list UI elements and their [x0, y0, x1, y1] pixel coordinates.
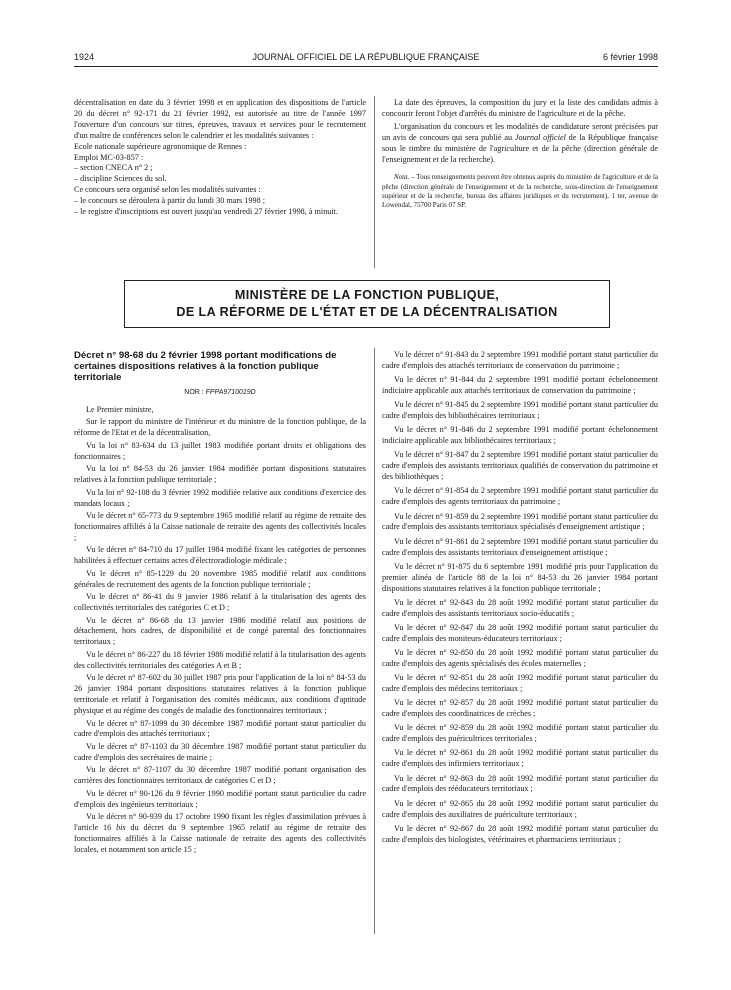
list-item: – section CNECA n° 2 ; — [74, 163, 153, 173]
visa-paragraph: Vu le décret n° 65-773 du 9 septembre 1965 modifié relatif au régime de retraite des fonctionnaires affiliés à la Caisse nationale de retraite des agents des collectivités locales ; — [74, 511, 366, 542]
ministry-line-1: MINISTÈRE DE LA FONCTION PUBLIQUE, — [234, 288, 500, 302]
visa-paragraph: Vu le décret n° 85-1229 du 20 novembre 1985 modifié relatif aux conditions générales de recrutement des agents de la fonction publique territoriale ; — [74, 568, 366, 589]
issue-date: 6 février 1998 — [602, 52, 658, 62]
visa-paragraph: Vu le décret n° 91-845 du 2 septembre 1991 modifié portant statut particulier du cadre d'emplois des bibliothécaires territoriaux ; — [382, 400, 658, 421]
visa-paragraph: Vu le décret n° 87-1107 du 30 décembre 1987 modifié portant organisation des carrières des fonctionnaires territoriaux de catégories C et D ; — [74, 765, 366, 786]
paragraph — [382, 122, 658, 166]
visa-paragraph: Vu le décret n° 86-68 du 13 janvier 1986 modifié relatif aux positions de détachement, hors cadres, de disponibilité et de congé parental des fonctionnaires territoriaux ; — [74, 615, 366, 647]
paragraph: Ce concours sera organisé selon les modalités suivantes : — [74, 185, 261, 195]
nota-paragraph — [382, 173, 658, 210]
bottom-left-column — [74, 350, 366, 856]
visa-paragraph: Vu le décret n° 91-843 du 2 septembre 1991 modifié portant statut particulier du cadre d'emplois des attachés territoriaux de conservation du patrimoine ; — [382, 350, 658, 370]
visa-paragraph: Vu le décret n° 92-859 du 28 août 1992 modifié portant statut particulier du cadre d'emplois des puéricultrices territoriales ; — [382, 723, 658, 744]
nota-label: Nota. — [394, 173, 410, 182]
visa-paragraph: Vu le décret n° 91-847 du 2 septembre 1991 modifié portant statut particulier du cadre d'emplois des assistants territoriaux qualifiés de conservation du patrimoine et des bibliothèques ; — [382, 450, 658, 482]
running-head — [74, 52, 658, 66]
visa-paragraph: Vu le décret n° 92-850 du 28 août 1992 modifié portant statut particulier du cadre d'emplois des agents spécialisés des écoles maternelles ; — [382, 648, 658, 668]
visa-paragraph: Vu le décret n° 91-844 du 2 septembre 1991 modifié portant échelonnement indiciaire applicable aux attachés territoriaux de conservation du patrimoine ; — [382, 375, 658, 396]
list-item: – le registre d'inscriptions est ouvert jusqu'au vendredi 27 février 1998, à minuit. — [74, 207, 338, 217]
ministry-heading — [124, 280, 610, 328]
ministry-line-2: DE LA RÉFORME DE L'ÉTAT ET DE LA DÉCENTRALISATION — [176, 305, 558, 319]
visa-paragraph: Vu la loi n° 83-634 du 13 juillet 1983 modifiée portant droits et obligations des fonctionnaires ; — [74, 440, 366, 461]
visa-paragraph: Vu le décret n° 87-1099 du 30 décembre 1987 modifié portant statut particulier du cadre d'emplois des attachés territoriaux ; — [74, 718, 366, 739]
list-item: – discipline Sciences du sol. — [74, 174, 167, 184]
paragraph: La date des épreuves, la composition du jury et la liste des candidats admis à concourir feront l'objet d'arrêtés du ministre de l'agriculture et de la pêche. — [382, 98, 658, 118]
visa-paragraph: Vu le décret n° 84-710 du 17 juillet 1984 modifié fixant les catégories de personnes habilitées à effectuer certains actes d'électroradiologie médicale ; — [74, 545, 366, 566]
paragraph-text: L'organisation du concours et les modalités de candidature seront précisées par un avis de concours qui sera publié au — [382, 121, 658, 142]
paragraph: décentralisation en date du 3 février 1998 et en application des dispositions de l'article 20 du décret n° 92-171 du 21 février 1992, est autorisée au titre de l'année 1997 l'ouverture d'un concours sur titres, épreuves, travaux et services pour le recrutement d'un maître de conférences selon le calendrier et les modalités suivantes : — [74, 98, 366, 140]
paragraph: Ecole nationale supérieure agronomique de Rennes : — [74, 141, 247, 151]
visa-paragraph: Vu le décret n° 92-861 du 28 août 1992 modifié portant statut particulier du cadre d'emplois des infirmiers territoriaux ; — [382, 748, 658, 769]
visa-paragraph: Vu la loi n° 92-108 du 3 février 1992 modifiée relative aux conditions d'exercice des mandats locaux ; — [74, 487, 366, 508]
visa-paragraph: Vu le décret n° 91-861 du 2 septembre 1991 modifié portant statut particulier du cadre d'emplois des assistants territoriaux d'enseignement artistique ; — [382, 536, 658, 557]
nor-code: FPPA9710019D — [205, 389, 256, 396]
bottom-right-column — [382, 350, 658, 846]
top-left-column — [74, 98, 366, 218]
visa-paragraph: Vu le décret n° 92-867 du 28 août 1992 modifié portant statut particulier du cadre d'emplois des biologistes, vétérinaires et pharmaciens territoriaux ; — [382, 823, 658, 844]
visa-paragraph: Vu le décret n° 86-41 du 9 janvier 1986 relatif à la titularisation des agents des collectivités territoriales des catégories C et D ; — [74, 592, 366, 613]
visa-paragraph: Vu le décret n° 92-865 du 28 août 1992 modifié portant statut particulier du cadre d'emplois des auxiliaires de puériculture territoriaux ; — [382, 798, 658, 819]
paragraph-text: de la République française sous le timbre du ministère de l'agriculture et de la pêche (direction générale de l'enseignement et de la recherche). — [382, 132, 659, 164]
visa-paragraph: Vu le décret n° 91-875 du 6 septembre 1991 modifié pris pour l'application du premier alinéa de l'article 88 de la loi n° 84-53 du 26 janvier 1984 portant dispositions statutaires relatives à la fonction publique territoriale ; — [382, 561, 658, 593]
journal-reference: Journal officiel — [514, 132, 566, 142]
top-right-column — [382, 98, 658, 210]
column-divider — [374, 96, 375, 268]
visa-paragraph: Vu le décret n° 92-851 du 28 août 1992 modifié portant statut particulier du cadre d'emplois des médecins territoriaux ; — [382, 673, 658, 694]
paragraph: Sur le rapport du ministre de l'intérieur et du ministre de la fonction publique, de la réforme de l'Etat et de la décentralisation, — [74, 417, 366, 438]
visa-paragraph: Vu le décret n° 87-1103 du 30 décembre 1987 modifié portant statut particulier du cadre d'emplois des secrétaires de mairie ; — [74, 741, 366, 762]
paragraph-text: du décret du 9 septembre 1965 relatif au régime de retraite des fonctionnaires affiliés à la Caisse nationale de retraite des agents des collectivités locales, et notamment son article 15 ; — [74, 823, 367, 854]
journal-title: JOURNAL OFFICIEL DE LA RÉPUBLIQUE FRANÇAISE — [252, 52, 480, 62]
list-item: – le concours se déroulera à partir du lundi 30 mars 1998 ; — [74, 196, 265, 206]
page-number: 1924 — [74, 52, 95, 62]
paragraph: Le Premier ministre, — [86, 404, 154, 414]
visa-paragraph: Vu le décret n° 91-846 du 2 septembre 1991 modifié portant échelonnement indiciaire applicable aux bibliothécaires territoriaux ; — [382, 425, 658, 446]
visa-paragraph: Vu le décret n° 87-602 du 30 juillet 1987 pris pour l'application de la loi n° 84-53 du 26 janvier 1984 portant dispositions statutaires relatives à la fonction publique territoriale et relatif à l'organisation des comités médicaux, aux conditions d'aptitude physique et au régime des congés de maladie des fonctionnaires territoriaux ; — [74, 673, 366, 715]
visa-paragraph: Vu la loi n° 84-53 du 26 janvier 1984 modifiée portant dispositions statutaires relatives à la fonction publique territoriale ; — [74, 464, 366, 485]
visa-paragraph: Vu le décret n° 92-857 du 28 août 1992 modifié portant statut particulier du cadre d'emplois des coordinatrices de crèches ; — [382, 698, 658, 719]
paragraph-text: Vu le décret n° 90-939 du 17 octobre 1990 fixant les règles d'assimilation prévues à l'article 16 — [74, 812, 366, 833]
visa-paragraph: Vu le décret n° 86-227 du 18 février 1986 modifié relatif à la titularisation des agents des collectivités territoriales des catégories A et B ; — [74, 649, 366, 670]
nota-text: – Tous renseignements peuvent être obtenus auprès du ministère de l'agriculture et de la pêche (direction générale de l'enseignement et de la recherche, sous-direction de l'enseignement supérieur et de la recherche, bureau des affaires juridiques et du recrutement), 1 ter, avenue de Lowendal, 75700 Paris 07 SP. — [382, 173, 658, 210]
visa-paragraph: Vu le décret n° 90-126 du 9 février 1990 modifié portant statut particulier du cadre d'emplois des ingénieurs territoriaux ; — [74, 788, 366, 809]
italic-word: bis — [116, 823, 126, 833]
visa-paragraph: Vu le décret n° 91-854 du 2 septembre 1991 modifié portant statut particulier du cadre d'emplois des agents territoriaux du patrimoine ; — [382, 486, 658, 507]
column-divider — [374, 348, 375, 934]
visa-paragraph — [74, 812, 366, 856]
decree-title: Décret n° 98-68 du 2 février 1998 portant modifications de certaines dispositions relatives à la fonction publique territoriale — [74, 350, 337, 383]
nor-reference — [74, 388, 366, 399]
visa-paragraph: Vu le décret n° 92-843 du 28 août 1992 modifié portant statut particulier du cadre d'emplois des assistants territoriaux socio-éducatifs ; — [382, 597, 658, 618]
visa-paragraph: Vu le décret n° 92-863 du 28 août 1992 modifié portant statut particulier du cadre d'emplois des rééducateurs territoriaux ; — [382, 773, 658, 794]
visa-paragraph: Vu le décret n° 92-847 du 28 août 1992 modifié portant statut particulier du cadre d'emplois des moniteurs-éducateurs territoriaux ; — [382, 622, 658, 643]
paragraph: Emploi MC-03-857 : — [74, 152, 144, 162]
header-rule — [74, 66, 658, 67]
nor-label: NOR : — [184, 389, 206, 396]
visa-paragraph: Vu le décret n° 91-859 du 2 septembre 1991 modifié portant statut particulier du cadre d'emplois des assistants territoriaux spécialisés d'enseignement artistique ; — [382, 511, 658, 532]
